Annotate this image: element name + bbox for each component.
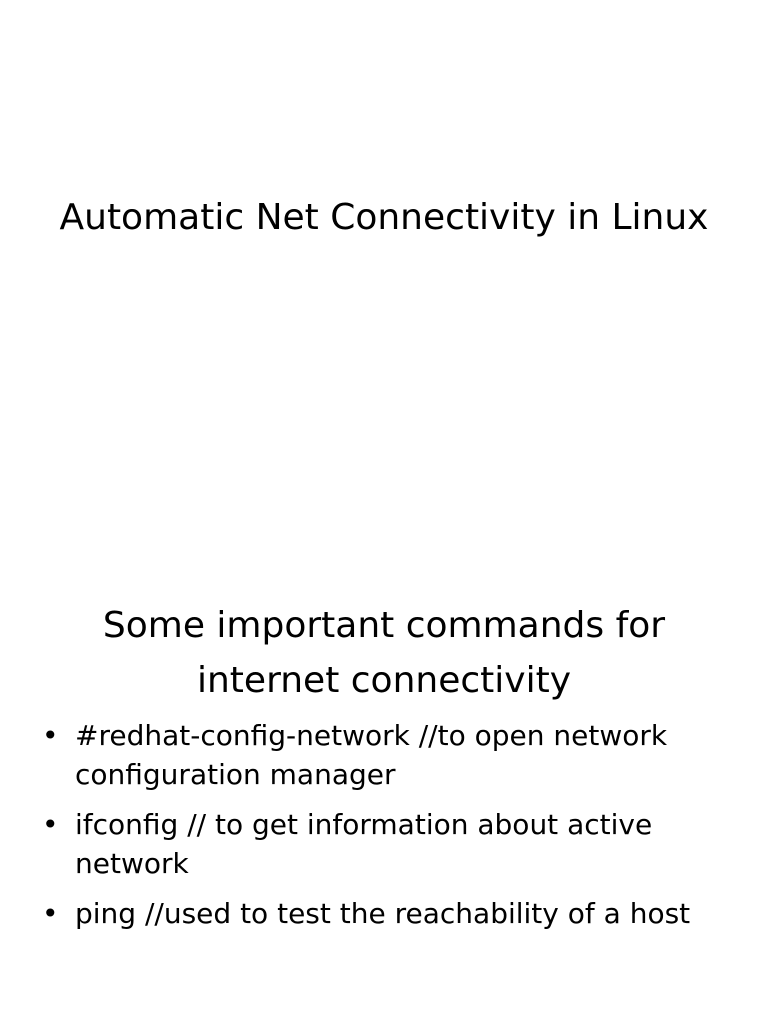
slide-title: Automatic Net Connectivity in Linux: [59, 197, 709, 238]
list-item: [42, 805, 732, 883]
bullet-icon: •: [42, 897, 59, 930]
bullet-list: [42, 716, 732, 944]
list-item-text: #redhat-config-network //to open network configuration manager: [75, 719, 668, 791]
bullet-icon: •: [42, 719, 59, 752]
list-item: [42, 894, 732, 933]
list-item-text: ping //used to test the reachability of a host: [75, 897, 691, 930]
list-item: [42, 716, 732, 794]
list-item-text: ifconfig // to get information about active network: [75, 808, 653, 880]
bullet-icon: •: [42, 808, 59, 841]
slide-commands: [0, 512, 768, 1024]
slide-heading: Some important commands for internet connectivity: [102, 605, 666, 701]
